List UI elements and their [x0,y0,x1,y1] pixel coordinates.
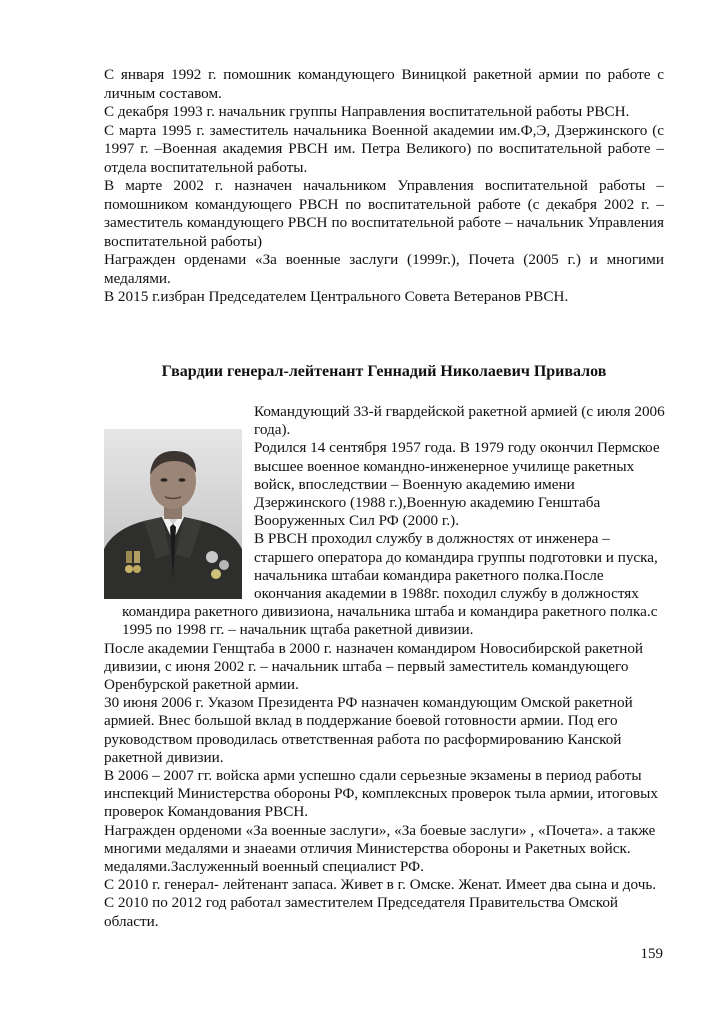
paragraph: Награжден орденами «За военные заслуги (1999г.), Почета (2005 г.) и многими медалями. [104,251,664,287]
paragraph: С января 1992 г. помошник командующего Виницкой ракетной армии по работе с личным составом. [104,66,664,102]
biography-body [104,403,666,931]
paragraph: Награжден орденоми «За военные заслуги», «За боевые заслуги» , «Почета». а также многими медалями и знаеами отличия Министерства обороны и Ракетных войск. медалями.Заслуженный военный специалист РФ. [104,821,656,876]
paragraph: В 2006 – 2007 гг. войска арми успешно сдали серьезные экзамены в период работы инспекций Министерства обороны РФ, комплексных проверок тыла армии, итоговых проверок Командования РВСН. [104,767,658,821]
page-number: 159 [640,946,663,962]
paragraph: В 2015 г.избран Председателем Центрального Совета Ветеранов РВСН. [104,288,569,305]
previous-biography-text [104,66,664,307]
paragraph: После академии Генщтаба в 2000 г. назначен командиром Новосибирской ракетной дивизии, с июня 2002 г. – начальник штаба – первый заместитель командующего Оренбурской ракетной армии. [104,639,644,694]
paragraph: С 2010 по 2012 год работал заместителем Председателя Правительства Омской области. [104,894,619,930]
paragraph: Родился 14 сентября 1957 года. В 1979 году окончил Пермское высшее военное командно-инженерное училище ракетных войск, впоследствии – Военную академию имени Дзержинского (1988 г.),Военную академию Генштаба Вооруженных Сил РФ (2000 г.). [254,439,660,530]
portrait-image [104,429,242,599]
paragraph: С марта 1995 г. заместитель начальника Военной академии им.Ф,Э, Дзержинского (с 1997 г. –Военная академия РВСН им. Петра Великого) по воспитательной работе – отдела воспитательной работы. [104,121,664,176]
paragraph: 30 июня 2006 г. Указом Президента РФ назначен командующим Омской ракетной армией. Внес большой вклад в поддержание боевой готовности армии. Под его руководством проводилась ответственная работа по расформированию Канской ракетной дивизии. [104,694,633,766]
paragraph: С декабря 1993 г. начальник группы Направления воспитательной работы РВСН. [104,103,630,120]
section-heading: Гвардии генерал-лейтенант Геннадий Николаевич Привалов [161,363,607,380]
paragraph: В РВСН проходил службу в должностях от инженера – старшего оператора до командира группы подготовки и пуска, начальника штабаи командира ракетного полка.После окончания академии в 1988г. походил службу в должностях командира ракетного дивизиона, начальника штаба и командира ракетного полка.с 1995 по 1998 гг. – начальник щтаба ракетной дивизии. [122,530,658,639]
paragraph: В марте 2002 г. назначен начальником Управления воспитательной работы – помошником командующего РВСН по воспитательной работе (с декабря 2002 г. – заместитель командующего РВСН по воспитательной работе – начальник Управления воспитательной работы) [104,177,664,250]
paragraph: С 2010 г. генерал- лейтенант запаса. Живет в г. Омске. Женат. Имеет два сына и дочь. [104,876,657,894]
portrait-photo [104,429,242,599]
paragraph: Командующий 33-й гвардейской ракетной армией (с июля 2006 года). [254,403,665,439]
